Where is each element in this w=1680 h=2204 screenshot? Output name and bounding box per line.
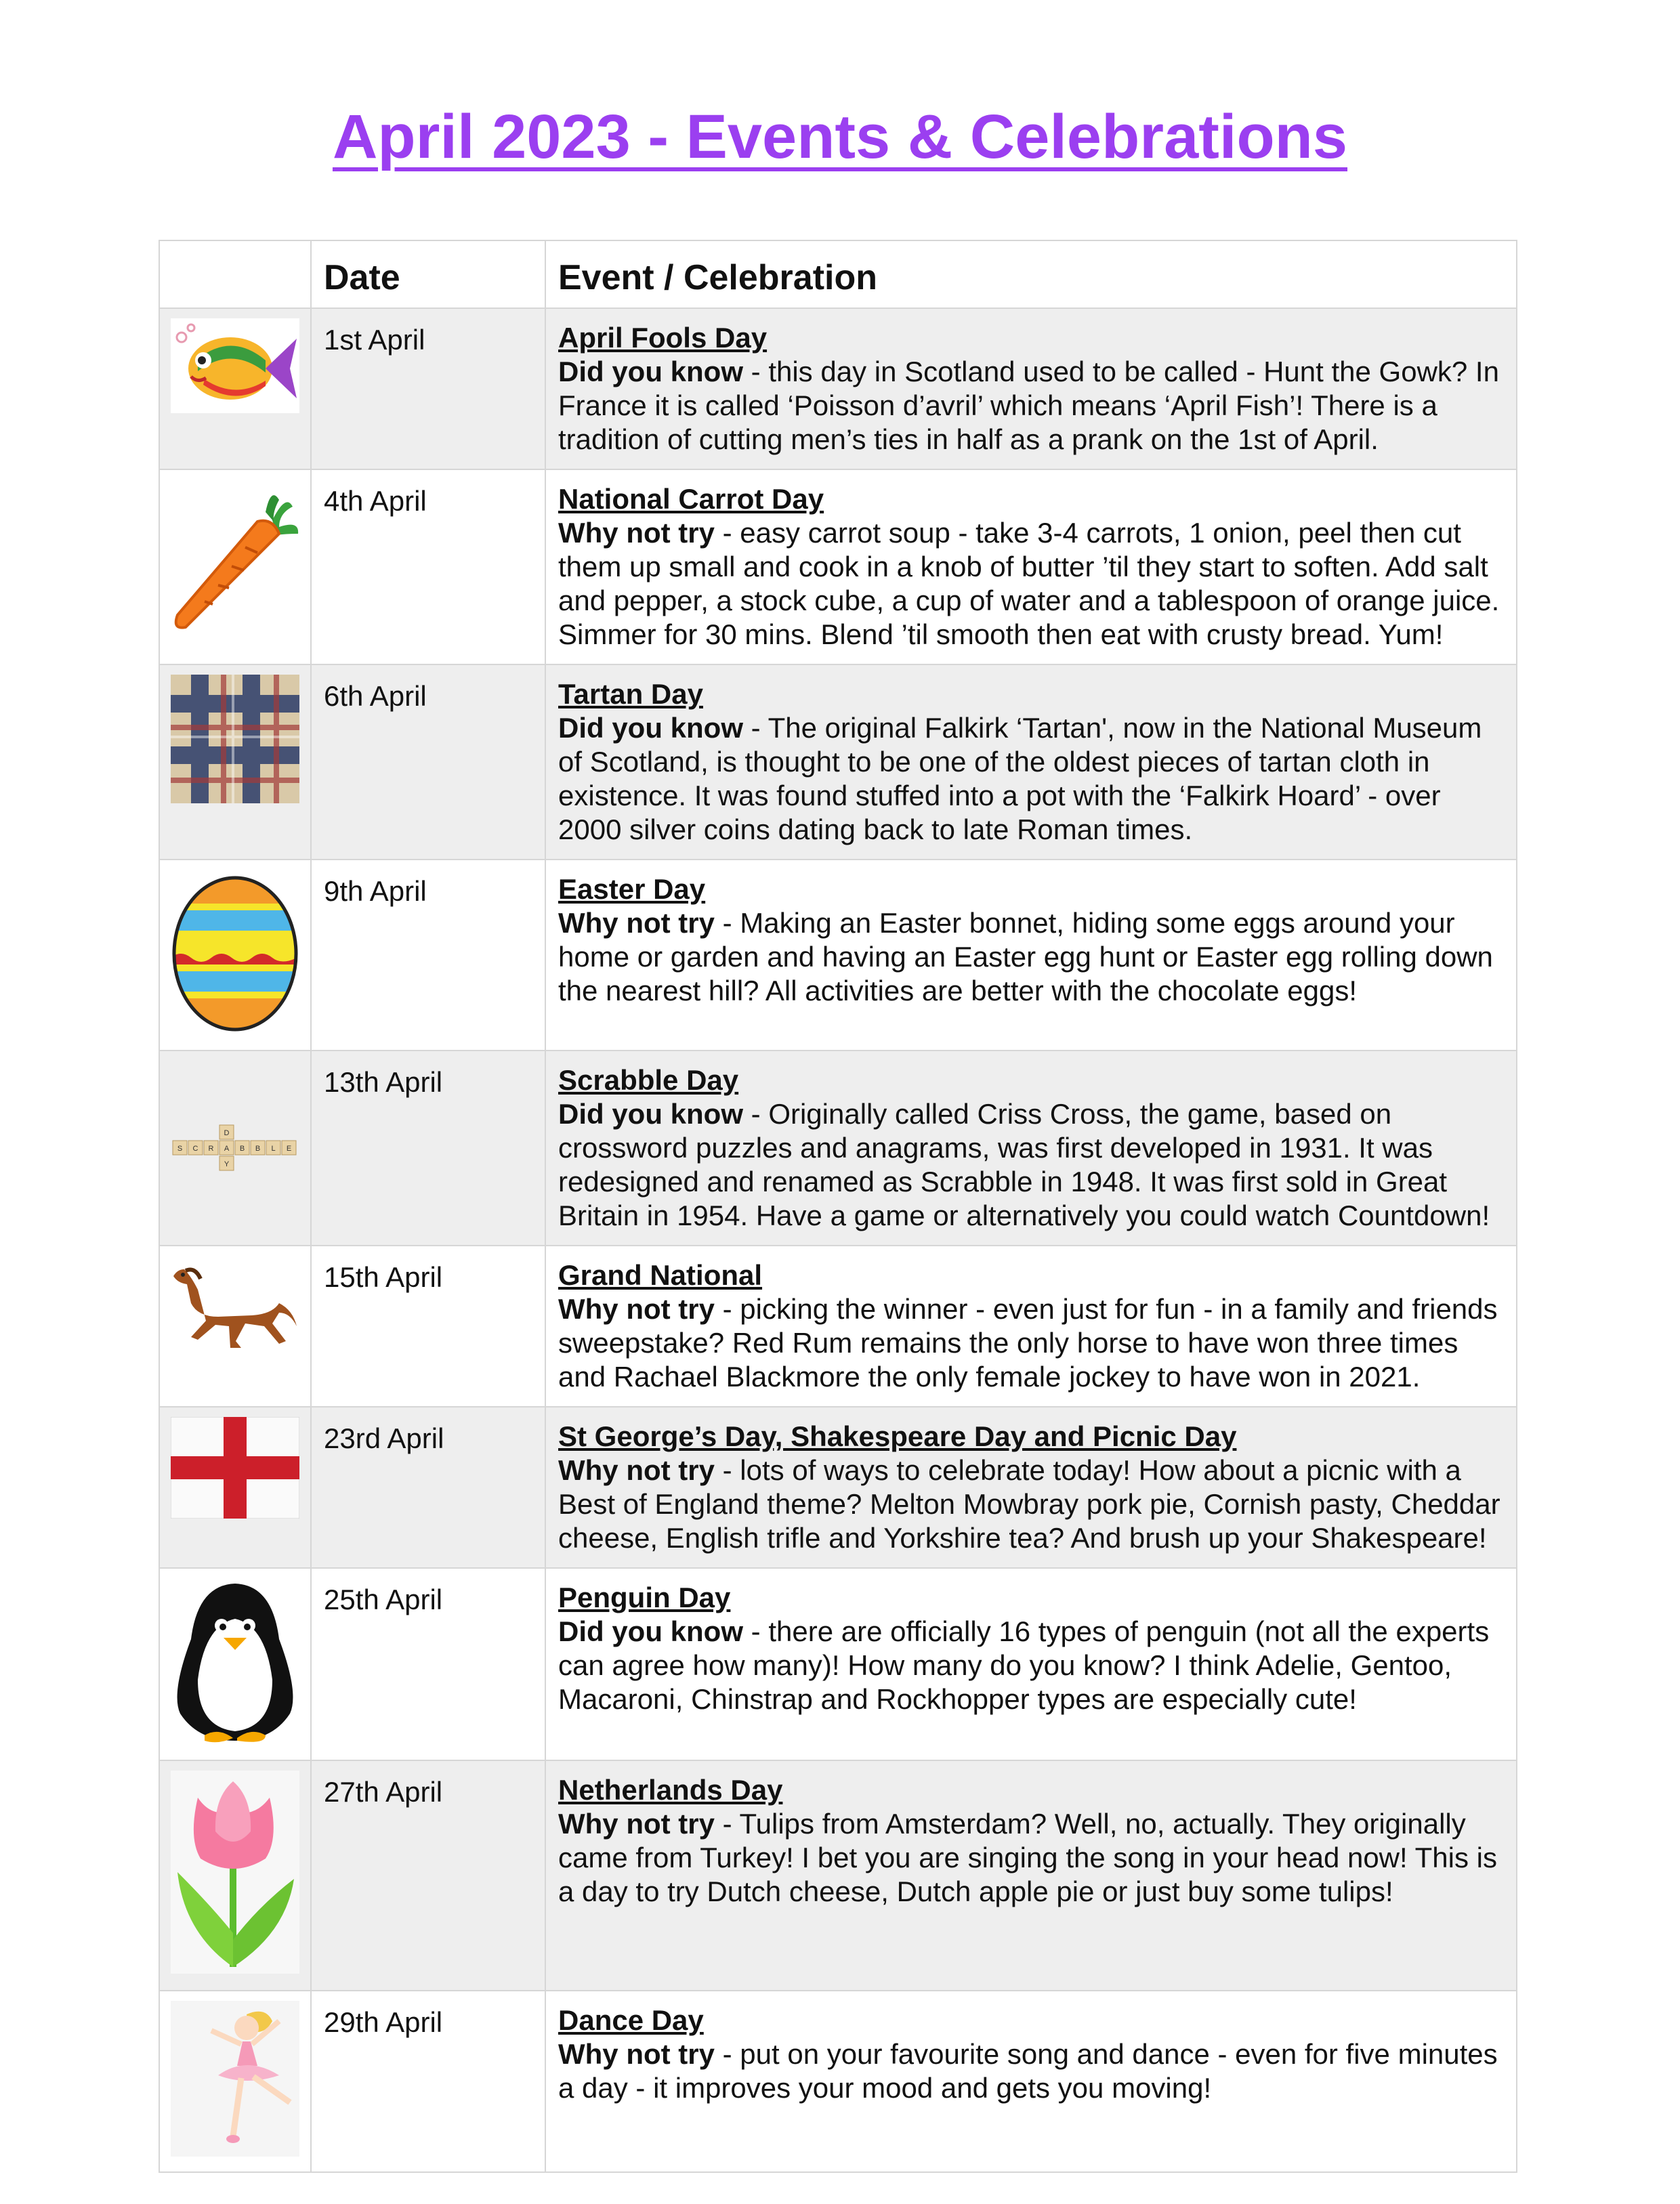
table-row xyxy=(159,308,1517,469)
svg-text:D: D xyxy=(224,1129,230,1137)
row-date: 27th April xyxy=(311,1760,545,1991)
tartan-icon xyxy=(171,675,299,803)
row-date: 25th April xyxy=(311,1568,545,1760)
header-date: Date xyxy=(311,240,545,308)
scrabble-tile xyxy=(235,1141,249,1155)
event-lead: Why not try xyxy=(558,2038,715,2070)
event-lead: Why not try xyxy=(558,1293,715,1325)
scrabble-tile xyxy=(173,1141,187,1155)
row-date: 15th April xyxy=(311,1246,545,1407)
row-event xyxy=(545,308,1517,469)
fish-icon xyxy=(171,318,299,413)
event-lead: Why not try xyxy=(558,907,715,939)
table-row xyxy=(159,860,1517,1051)
event-lead: Why not try xyxy=(558,517,715,549)
row-date: 9th April xyxy=(311,860,545,1051)
row-picture xyxy=(159,1568,311,1760)
event-lead: Did you know xyxy=(558,356,743,387)
events-table xyxy=(159,240,1517,2173)
row-picture xyxy=(159,308,311,469)
scrabble-tiles-icon xyxy=(171,1118,299,1179)
svg-text:C: C xyxy=(192,1145,198,1153)
scrabble-tile xyxy=(204,1141,218,1155)
row-date: 29th April xyxy=(311,1991,545,2172)
event-name: Scrabble Day xyxy=(558,1064,739,1096)
row-event xyxy=(545,860,1517,1051)
event-text: - Tulips from Amsterdam? Well, no, actually. They originally came from Turkey! I bet you are singing the song in your head now! This is a day to try Dutch cheese, Dutch apple pie or just buy some tulips! xyxy=(558,1808,1497,1907)
table-row xyxy=(159,1760,1517,1991)
row-event xyxy=(545,1246,1517,1407)
event-name: Easter Day xyxy=(558,873,706,905)
svg-text:Y: Y xyxy=(224,1160,230,1168)
scrabble-tile xyxy=(282,1141,296,1155)
event-name: Dance Day xyxy=(558,2004,704,2036)
row-date: 4th April xyxy=(311,469,545,664)
event-lead: Did you know xyxy=(558,712,743,744)
table-row xyxy=(159,1568,1517,1760)
easter-egg-icon xyxy=(171,870,299,1032)
row-picture xyxy=(159,1051,311,1246)
table-header-row xyxy=(159,240,1517,308)
row-event xyxy=(545,1051,1517,1246)
row-event xyxy=(545,664,1517,860)
event-text: - there are officially 16 types of penguin (not all the experts can agree how many)! How many do you know? I think Adelie, Gentoo, Macaroni, Chinstrap and Rockhopper types are especially cute! xyxy=(558,1615,1490,1715)
svg-text:A: A xyxy=(224,1145,230,1153)
event-name: Grand National xyxy=(558,1259,763,1291)
row-event xyxy=(545,469,1517,664)
row-date: 6th April xyxy=(311,664,545,860)
table-row xyxy=(159,664,1517,860)
event-lead: Did you know xyxy=(558,1098,743,1130)
event-text: - this day in Scotland used to be called - Hunt the Gowk? In France it is called ‘Poisson d’avril’ which means ‘April Fish’! There is a tradition of cutting men’s ties in half as a prank on the 1st of April. xyxy=(558,356,1499,455)
svg-text:S: S xyxy=(177,1145,183,1153)
row-date: 13th April xyxy=(311,1051,545,1246)
penguin-icon xyxy=(171,1578,299,1747)
row-date: 23rd April xyxy=(311,1407,545,1568)
scrabble-tile xyxy=(219,1141,234,1155)
page-title: April 2023 - Events & Celebrations xyxy=(332,102,1348,171)
table-row xyxy=(159,1051,1517,1246)
england-flag-icon xyxy=(171,1417,299,1519)
table-row xyxy=(159,1407,1517,1568)
svg-text:E: E xyxy=(286,1145,292,1153)
event-text: - put on your favourite song and dance - even for five minutes a day - it improves your mood and gets you moving! xyxy=(558,2038,1498,2104)
row-picture xyxy=(159,1760,311,1991)
row-date: 1st April xyxy=(311,308,545,469)
event-text: - picking the winner - even just for fun - in a family and friends sweepstake? Red Rum remains the only horse to have won three times and Rachael Blackmore the only female jockey to have won in 2021. xyxy=(558,1293,1498,1393)
table-row xyxy=(159,1991,1517,2172)
row-event xyxy=(545,1407,1517,1568)
event-text: - Making an Easter bonnet, hiding some eggs around your home or garden and having an Easter egg hunt or Easter egg rolling down the nearest hill? All activities are better with the chocolate eggs! xyxy=(558,907,1493,1006)
event-name: National Carrot Day xyxy=(558,483,824,515)
svg-text:R: R xyxy=(208,1145,214,1153)
row-event xyxy=(545,1760,1517,1991)
event-lead: Why not try xyxy=(558,1808,715,1840)
carrot-icon xyxy=(171,480,299,635)
event-text: - Originally called Criss Cross, the game, based on crossword puzzles and anagrams, was first developed in 1931. It was redesigned and renamed as Scrabble in 1948. It was first sold in Great Britain in 1954. Have a game or alternatively you could watch Countdown! xyxy=(558,1098,1490,1231)
event-name: St George’s Day, Shakespeare Day and Picnic Day xyxy=(558,1420,1237,1452)
event-name: Penguin Day xyxy=(558,1582,731,1613)
row-event xyxy=(545,1991,1517,2172)
row-picture xyxy=(159,1246,311,1407)
scrabble-tile xyxy=(219,1156,234,1170)
event-text: - lots of ways to celebrate today! How about a picnic with a Best of England theme? Melton Mowbray pork pie, Cornish pasty, Cheddar cheese, English trifle and Yorkshire tea? And brush up your Shakespeare! xyxy=(558,1454,1500,1554)
event-text: - The original Falkirk ‘Tartan', now in the National Museum of Scotland, is thought to be one of the oldest pieces of tartan cloth in existence. It was found stuffed into a pot with the ‘Falkirk Hoard’ - over 2000 silver coins dating back to late Roman times. xyxy=(558,712,1482,845)
header-picture xyxy=(159,240,311,308)
event-name: Tartan Day xyxy=(558,678,703,710)
table-row xyxy=(159,469,1517,664)
tulip-icon xyxy=(171,1771,299,1974)
svg-text:B: B xyxy=(239,1145,245,1153)
event-text: - easy carrot soup - take 3-4 carrots, 1 onion, peel then cut them up small and cook in a knob of butter ’til they start to soften. Add salt and pepper, a stock cube, a cup of water and a tablespoon of orange juice. Simmer for 30 mins. Blend ’til smooth then eat with crusty bread. Yum! xyxy=(558,517,1500,650)
row-picture xyxy=(159,469,311,664)
event-lead: Did you know xyxy=(558,1615,743,1647)
table-row xyxy=(159,1246,1517,1407)
scrabble-tile xyxy=(219,1125,234,1139)
row-picture xyxy=(159,1991,311,2172)
scrabble-tile xyxy=(266,1141,280,1155)
row-picture xyxy=(159,664,311,860)
svg-text:L: L xyxy=(271,1145,276,1153)
horse-icon xyxy=(171,1256,299,1351)
scrabble-tile xyxy=(251,1141,265,1155)
row-picture xyxy=(159,1407,311,1568)
header-event: Event / Celebration xyxy=(545,240,1517,308)
event-lead: Why not try xyxy=(558,1454,715,1486)
scrabble-tile xyxy=(188,1141,203,1155)
row-picture xyxy=(159,860,311,1051)
ballerina-icon xyxy=(171,2001,299,2157)
svg-text:B: B xyxy=(255,1145,261,1153)
row-event xyxy=(545,1568,1517,1760)
event-name: April Fools Day xyxy=(558,322,768,354)
event-name: Netherlands Day xyxy=(558,1774,783,1806)
